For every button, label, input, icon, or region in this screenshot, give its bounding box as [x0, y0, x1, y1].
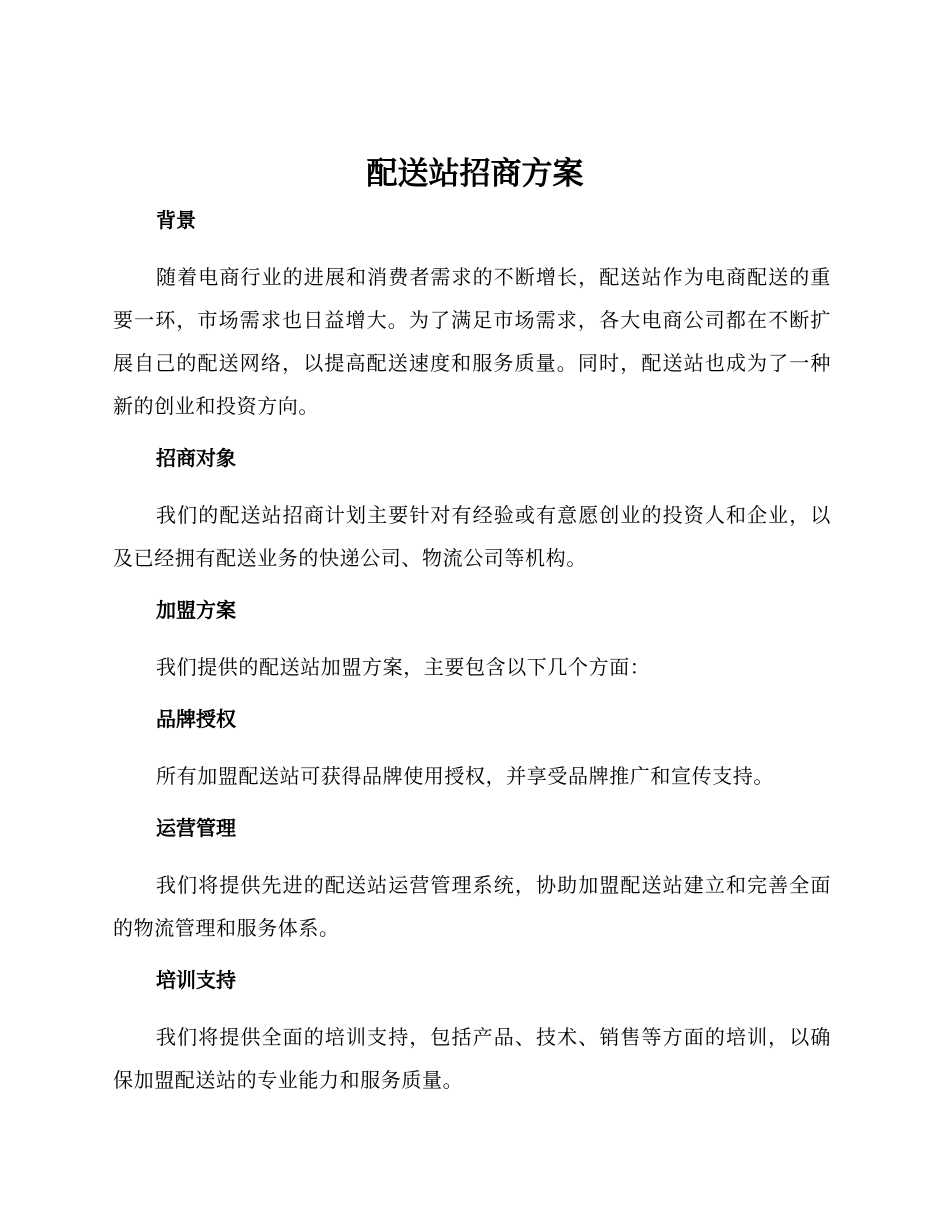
section-heading-target: 招商对象 [156, 446, 236, 470]
section-paragraph-brand-license: 所有加盟配送站可获得品牌使用授权，并享受品牌推广和宣传支持。 [156, 764, 774, 788]
document-title: 配送站招商方案 [366, 156, 584, 192]
section-heading-training: 培训支持 [156, 968, 236, 992]
section-paragraph-target: 我们的配送站招商计划主要针对有经验或有意愿创业的投资人和企业，以及已经拥有配送业务的快递公司、物流公司等机构。 [113, 503, 831, 570]
section-paragraph-training: 我们将提供全面的培训支持，包括产品、技术、销售等方面的培训，以确保加盟配送站的专业能力和服务质量。 [113, 1025, 831, 1092]
section-paragraph-operations: 我们将提供先进的配送站运营管理系统，协助加盟配送站建立和完善全面的物流管理和服务体系。 [113, 873, 831, 940]
section-heading-background: 背景 [156, 208, 196, 232]
section-heading-operations: 运营管理 [156, 816, 236, 840]
section-heading-franchise-plan: 加盟方案 [156, 598, 236, 622]
document-body [113, 203, 831, 1102]
section-heading-brand-license: 品牌授权 [156, 707, 236, 731]
section-paragraph-background: 随着电商行业的进展和消费者需求的不断增长，配送站作为电商配送的重要一环，市场需求也日益增大。为了满足市场需求，各大电商公司都在不断扩展自己的配送网络，以提高配送速度和服务质量。同时，配送站也成为了一种新的创业和投资方向。 [113, 265, 831, 418]
section-paragraph-franchise-plan: 我们提供的配送站加盟方案，主要包含以下几个方面： [156, 655, 651, 679]
